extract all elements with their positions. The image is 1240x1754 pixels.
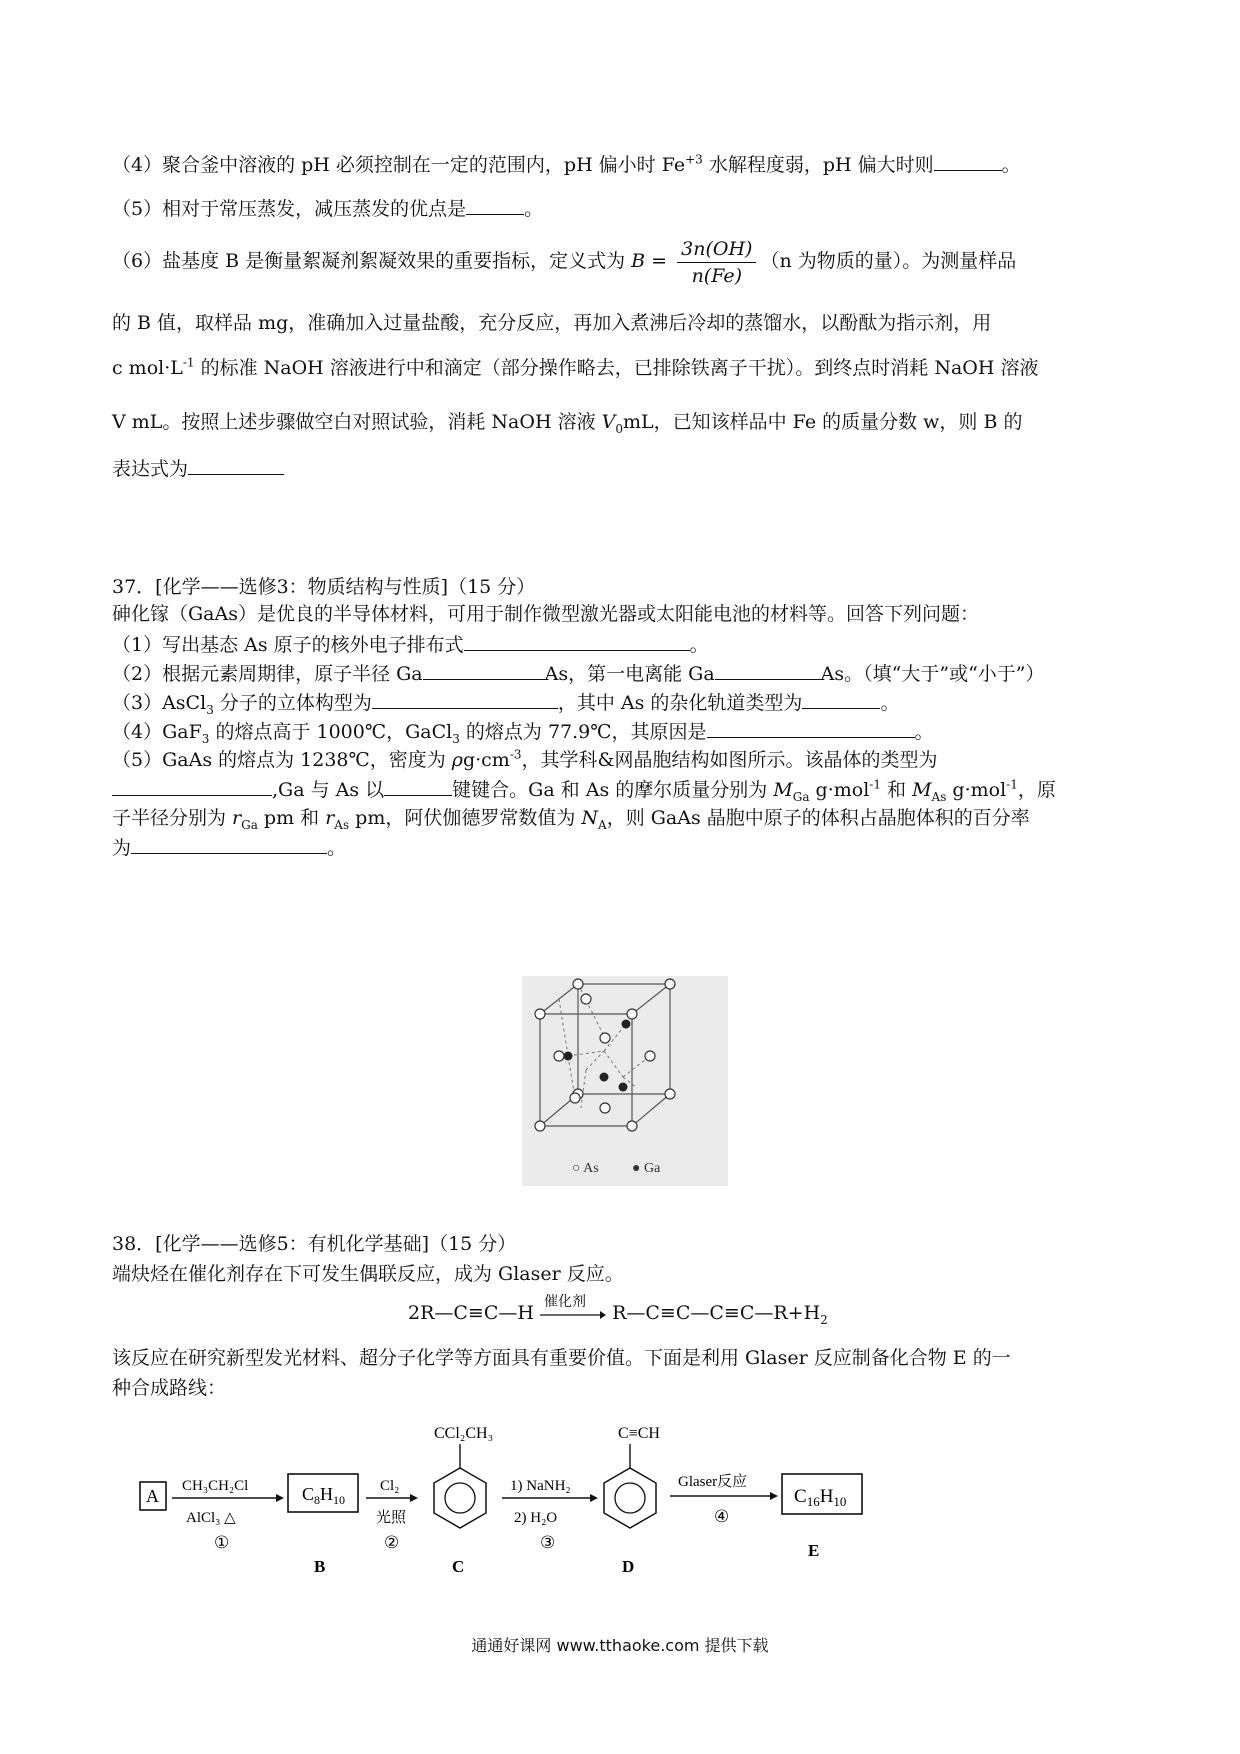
glaser-equation: 2R—C≡C—H 催化剂 $R—C\equiv C—C\equiv C—R+H_2$ <box>408 1294 828 1327</box>
step4-reaction: Glaser反应 <box>678 1474 748 1490</box>
step2-reagent: Cl₂ <box>380 1478 400 1494</box>
q38-body-line2: 种合成路线： <box>112 1377 227 1399</box>
step1-number: ① <box>214 1533 230 1552</box>
step2-condition: 光照 <box>376 1510 407 1526</box>
answer-blank[interactable] <box>112 777 272 796</box>
answer-blank[interactable] <box>384 777 452 796</box>
answer-blank[interactable] <box>466 196 524 215</box>
step3-number: ③ <box>540 1533 556 1552</box>
answer-blank[interactable] <box>188 456 284 475</box>
reaction-arrow: 催化剂 <box>540 1303 606 1325</box>
compound-c-label: C <box>452 1557 465 1576</box>
q36-part6-line3: c $mol\cdot L^{-1}$ 的标准 NaOH 溶液进行中和滴定（部分操作略去，已排除铁离子干扰）。到终点时消耗 NaOH 溶液 <box>112 355 1039 379</box>
answer-blank[interactable] <box>707 719 915 738</box>
answer-blank[interactable] <box>934 152 1002 171</box>
answer-blank[interactable] <box>423 661 545 680</box>
compound-b-formula: $C_8H_{10}$ <box>302 1484 346 1507</box>
q37-intro: 砷化镓（GaAs）是优良的半导体材料，可用于制作微型激光器或太阳能电池的材料等。回答下列问题： <box>112 603 979 625</box>
step3-reagent2: 2) H₂O <box>514 1510 558 1526</box>
step4-number: ④ <box>714 1507 730 1526</box>
q36-part6-line5: 表达式为 <box>112 456 1128 481</box>
q36-part6-line2: 的 B 值，取样品 mg，准确加入过量盐酸，充分反应，再加入煮沸后冷却的蒸馏水，以酚酞为指示剂，用 <box>112 312 992 334</box>
gaas-unit-cell-figure <box>522 976 728 1186</box>
q36-part6-definition: （6）盐基度 B 是衡量絮凝剂絮凝效果的重要指标，定义式为 B = $\frac{3n(OH)}{n(Fe)}$ （n 为物质的量）。为测量样品 <box>112 237 1017 287</box>
compound-c-substituent: CCl₂CH₃ <box>434 1425 494 1442</box>
q37-title: 37．[化学——选修3：物质结构与性质]（15 分） <box>112 576 536 598</box>
compound-e-formula: $C_{16}H_{10}$ <box>794 1486 847 1509</box>
page-footer: 通通好课网 www.tthaoke.com 提供下载 <box>471 1636 769 1655</box>
q37-part5-line1: （5）GaAs 的熔点为 1238℃，密度为 $\rho g\cdot cm^{-3}$，其学科&网晶胞结构如图所示。该晶体的类型为 <box>112 747 938 771</box>
step1-reagent: CH₃CH₂Cl <box>182 1478 249 1494</box>
q36-part5: （5）相对于常压蒸发，减压蒸发的优点是 。 <box>112 198 544 220</box>
q37-part4: （4）GaF$_3$ 的熔点高于 1000℃，GaCl$_3$ 的熔点为 77.9℃，其原因是 。 <box>112 721 934 746</box>
answer-blank[interactable] <box>131 835 327 854</box>
compound-a-label: A <box>146 1486 159 1506</box>
b-definition-fraction: $\frac{3n(OH)}{n(Fe)}$ <box>677 236 756 289</box>
compound-d-substituent: C≡CH <box>618 1425 660 1442</box>
answer-blank[interactable] <box>715 661 821 680</box>
synthesis-route-diagram <box>130 1410 990 1580</box>
compound-e-label: E <box>808 1541 820 1560</box>
step1-catalyst: AlCl₃ △ <box>186 1510 236 1526</box>
step3-reagent1: 1) NaNH₂ <box>510 1478 571 1494</box>
compound-d-label: D <box>622 1557 635 1576</box>
compound-b-label: B <box>314 1557 326 1576</box>
legend-ga: ● Ga <box>632 1161 661 1176</box>
q37-part2: （2）根据元素周期律，原子半径 Ga As，第一电离能 Ga As。（填“大于”或“小于”） <box>112 663 1045 685</box>
q37-part5-line4: 为 。 <box>112 837 347 859</box>
q38-body-line1: 该反应在研究新型发光材料、超分子化学等方面具有重要价值。下面是利用 Glaser 反应制备化合物 E 的一 <box>112 1347 1011 1369</box>
step2-number: ② <box>384 1533 400 1552</box>
arrow-icon <box>540 1303 606 1325</box>
q36-part4: （4）聚合釜中溶液的 pH 必须控制在一定的范围内，pH 偏小时 $Fe^{+3}$ 水解程度弱，pH 偏大时则 。 <box>112 152 1021 176</box>
q37-part3: （3）AsCl$_3$ 分子的立体构型为 ，其中 As 的杂化轨道类型为 。 <box>112 692 900 717</box>
q37-part5-line2: ,Ga 与 As 以 键键合。Ga 和 As 的摩尔质量分别为 $M_{Ga}$ g·mol$^{-1}$ 和 $M_{As}$ g·mol$^{-1}$，原 <box>112 777 1128 802</box>
q37-part5-line3: 子半径分别为 $r_{Ga}$ pm 和 $r_{As}$ pm，阿伏伽德罗常数值为 $N_A$，则 GaAs 晶胞中原子的体积占晶胞体积的百分率 <box>112 807 1030 832</box>
legend-as: ○ As <box>572 1161 599 1176</box>
q37-part1: （1）写出基态 As 原子的核外电子排布式 。 <box>112 634 709 656</box>
answer-blank[interactable] <box>802 690 880 709</box>
q36-part6-line4: V mL。按照上述步骤做空白对照试验，消耗 NaOH 溶液 $V_0mL$，已知该样品中 Fe 的质量分数 w，则 B 的 <box>112 411 1023 436</box>
q38-intro: 端炔烃在催化剂存在下可发生偶联反应，成为 Glaser 反应。 <box>112 1263 624 1285</box>
synthesis-route <box>130 1410 990 1580</box>
q38-title: 38．[化学——选修5：有机化学基础]（15 分） <box>112 1233 517 1255</box>
answer-blank[interactable] <box>372 690 558 709</box>
answer-blank[interactable] <box>464 632 690 651</box>
unit-cell-diagram <box>522 976 728 1186</box>
